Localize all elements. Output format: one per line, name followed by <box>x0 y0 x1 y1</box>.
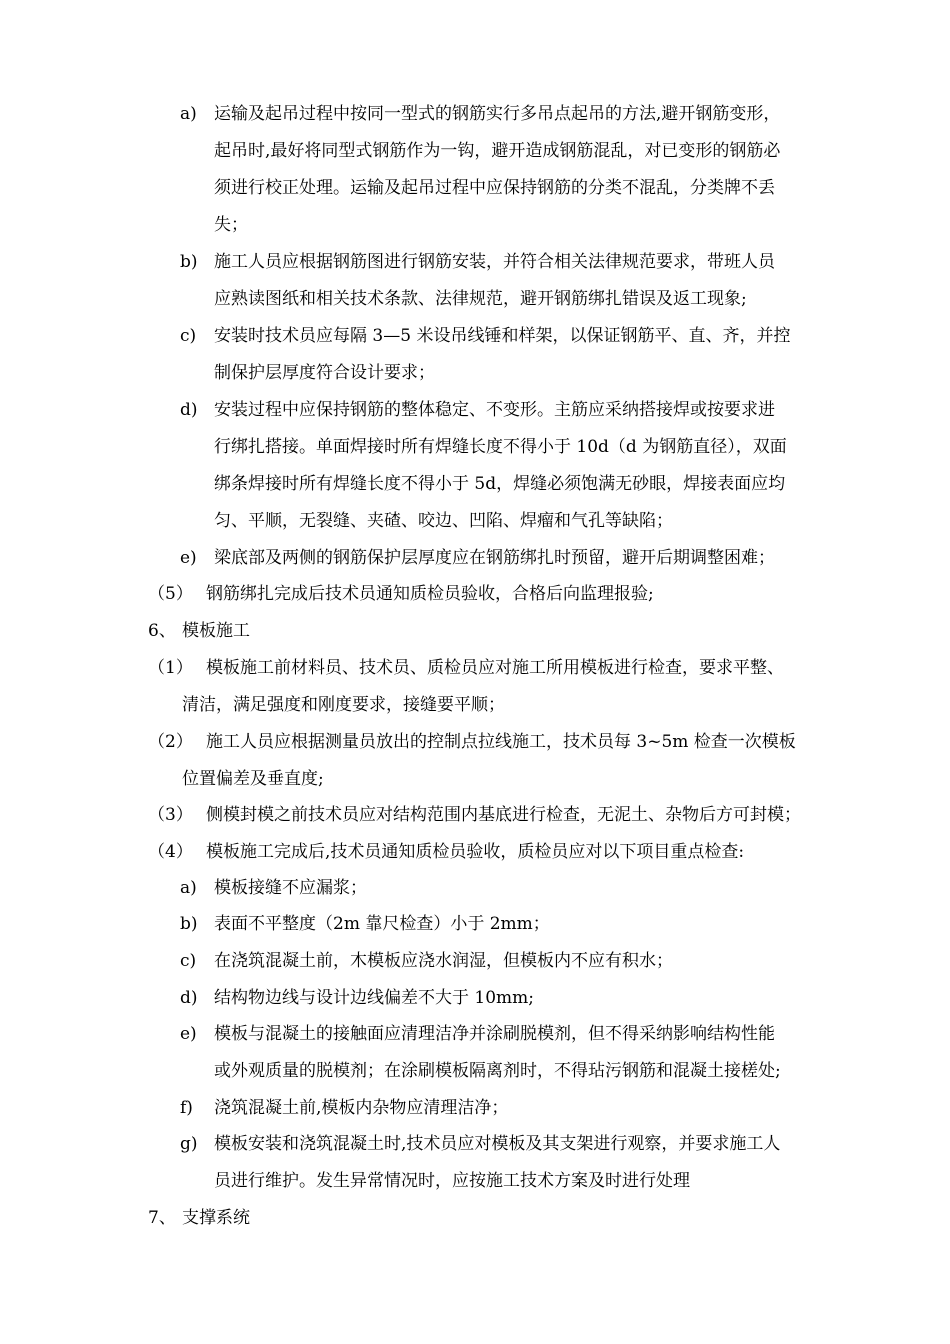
item-text-line: 须进行校正处理。运输及起吊过程中应保持钢筋的分类不混乱，分类牌不丢 <box>214 178 775 198</box>
item-marker: c) <box>180 951 197 971</box>
section-title: 支撑系统 <box>182 1208 250 1228</box>
item-text-line: 运输及起吊过程中按同一型式的钢筋实行多吊点起吊的方法,避开钢筋变形， <box>214 104 781 124</box>
item-marker: f) <box>180 1098 193 1118</box>
item-text-line: 绑条焊接时所有焊缝长度不得小于 5d，焊缝必须饱满无砂眼，焊接表面应均 <box>214 474 786 494</box>
item-text-line: 模板与混凝土的接触面应清理洁净并涂刷脱模剂，但不得采纳影响结构性能 <box>214 1024 775 1044</box>
item-marker: （2） <box>148 732 193 752</box>
item-marker: g) <box>180 1134 198 1154</box>
item-text-line: 位置偏差及垂直度; <box>182 769 324 789</box>
item-marker: e) <box>180 548 197 568</box>
item-text-line: 安装时技术员应每隔 3—5 米设吊线锤和样架，以保证钢筋平、直、齐，并控 <box>214 326 791 346</box>
item-text-line: 制保护层厚度符合设计要求； <box>214 363 435 383</box>
item-text-line: 浇筑混凝土前,模板内杂物应清理洁净； <box>214 1098 509 1118</box>
item-text-line: 模板施工完成后,技术员通知质检员验收，质检员应对以下项目重点检查: <box>206 842 745 862</box>
item-marker: b) <box>180 252 198 272</box>
section-number: 6、 <box>148 621 176 641</box>
item-text-line: 施工人员应根据钢筋图进行钢筋安装，并符合相关法律规范要求，带班人员 <box>214 252 775 272</box>
item-text-line: 侧模封模之前技术员应对结构范围内基底进行检查，无泥土、杂物后方可封模； <box>206 805 801 825</box>
item-text-line: 模板接缝不应漏浆； <box>214 878 367 898</box>
item-text-line: 或外观质量的脱模剂；在涂刷模板隔离剂时，不得玷污钢筋和混凝土接槎处; <box>214 1061 781 1081</box>
item-text-line: 行绑扎搭接。单面焊接时所有焊缝长度不得小于 10d（d 为钢筋直径），双面 <box>214 437 787 457</box>
item-marker: b) <box>180 914 198 934</box>
item-text-line: 表面不平整度（2m 靠尺检查）小于 2mm； <box>214 914 550 934</box>
item-text-line: 施工人员应根据测量员放出的控制点拉线施工，技术员每 3~5m 检查一次模板 <box>206 732 796 752</box>
item-text-line: 结构物边线与设计边线偏差不大于 10mm; <box>214 988 535 1008</box>
item-marker: a) <box>180 104 197 124</box>
item-text-line: 匀、平顺，无裂缝、夹碴、咬边、凹陷、焊瘤和气孔等缺陷； <box>214 511 673 531</box>
item-marker: d) <box>180 988 198 1008</box>
item-marker: （4） <box>148 842 193 862</box>
item-marker: d) <box>180 400 198 420</box>
item-text-line: 清洁，满足强度和刚度要求，接缝要平顺； <box>182 695 505 715</box>
item-marker: e) <box>180 1024 197 1044</box>
section-title: 模板施工 <box>182 621 250 641</box>
item-text-line: 失； <box>214 215 248 235</box>
item-text-line: 员进行维护。发生异常情况时，应按施工技术方案及时进行处理 <box>214 1171 690 1191</box>
item-text-line: 安装过程中应保持钢筋的整体稳定、不变形。主筋应采纳搭接焊或按要求进 <box>214 400 775 420</box>
item-text-line: 梁底部及两侧的钢筋保护层厚度应在钢筋绑扎时预留，避开后期调整困难； <box>214 548 775 568</box>
item-marker: c) <box>180 326 197 346</box>
item-marker: （5） <box>148 584 193 604</box>
item-text-line: 起吊时,最好将同型式钢筋作为一钩，避开造成钢筋混乱，对已变形的钢筋必 <box>214 141 781 161</box>
item-text-line: 在浇筑混凝土前，木模板应浇水润湿，但模板内不应有积水； <box>214 951 673 971</box>
item-text-line: 钢筋绑扎完成后技术员通知质检员验收，合格后向监理报验; <box>206 584 654 604</box>
item-marker: （3） <box>148 805 193 825</box>
item-marker: a) <box>180 878 197 898</box>
item-text-line: 模板安装和浇筑混凝土时,技术员应对模板及其支架进行观察，并要求施工人 <box>214 1134 781 1154</box>
section-number: 7、 <box>148 1208 176 1228</box>
item-text-line: 应熟读图纸和相关技术条款、法律规范，避开钢筋绑扎错误及返工现象; <box>214 289 747 309</box>
item-marker: （1） <box>148 658 193 678</box>
item-text-line: 模板施工前材料员、技术员、质检员应对施工所用模板进行检查，要求平整、 <box>206 658 784 678</box>
